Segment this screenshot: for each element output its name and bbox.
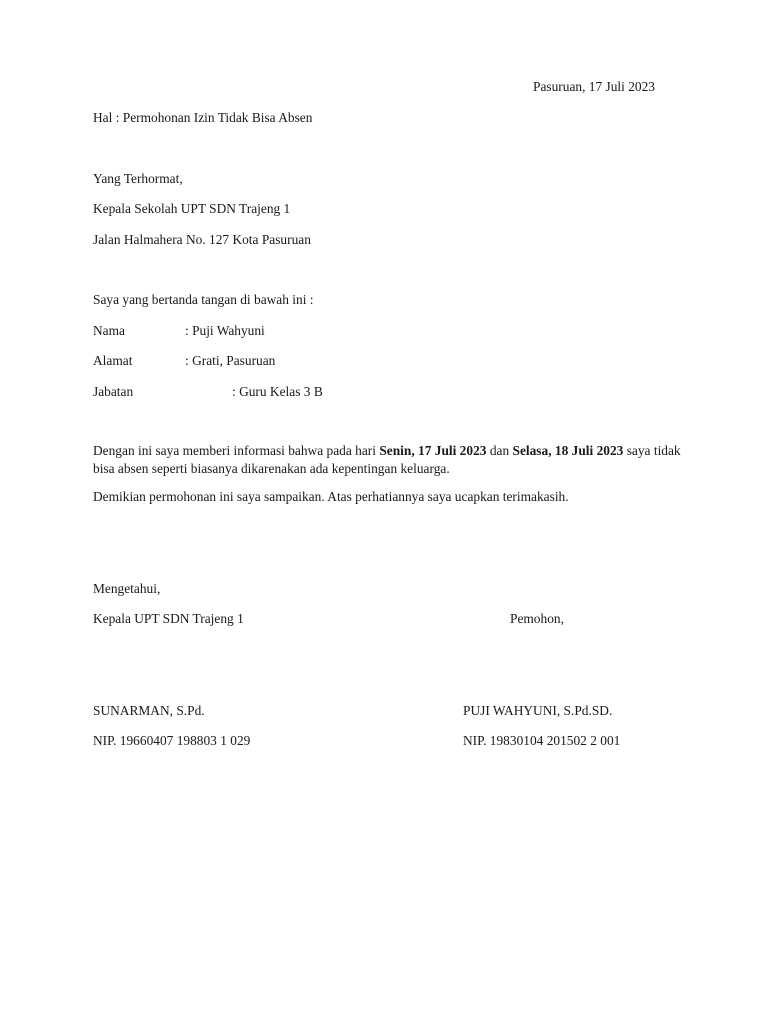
identity-name-label: Nama	[93, 323, 125, 338]
intro-line: Saya yang bertanda tangan di bawah ini :	[93, 292, 314, 307]
body-text-1: Dengan ini saya memberi informasi bahwa pada hari	[93, 443, 380, 458]
body-paragraph	[93, 442, 683, 478]
identity-name-value: : Puji Wahyuni	[185, 323, 265, 338]
letter-subject: Hal : Permohonan Izin Tidak Bisa Absen	[93, 110, 313, 125]
salutation: Yang Terhormat,	[93, 171, 183, 186]
left-signer-name: SUNARMAN, S.Pd.	[93, 703, 205, 718]
identity-address-label: Alamat	[93, 353, 133, 368]
closing-paragraph: Demikian permohonan ini saya sampaikan. Atas perhatiannya saya ucapkan terimakasih.	[93, 489, 569, 504]
identity-position-label: Jabatan	[93, 384, 134, 399]
identity-position-value: : Guru Kelas 3 B	[232, 384, 323, 399]
left-signer-title: Kepala UPT SDN Trajeng 1	[93, 611, 244, 626]
body-date-2: Selasa, 18 Juli 2023	[512, 443, 624, 458]
right-signer-title: Pemohon,	[510, 611, 564, 626]
left-signer-nip: NIP. 19660407 198803 1 029	[93, 733, 251, 748]
recipient-title: Kepala Sekolah UPT SDN Trajeng 1	[93, 201, 291, 216]
identity-address-value: : Grati, Pasuruan	[185, 353, 276, 368]
right-signer-nip: NIP. 19830104 201502 2 001	[463, 733, 621, 748]
body-text-2: dan	[486, 443, 513, 458]
recipient-address: Jalan Halmahera No. 127 Kota Pasuruan	[93, 232, 311, 247]
right-signer-name: PUJI WAHYUNI, S.Pd.SD.	[463, 703, 613, 718]
body-date-1: Senin, 17 Juli 2023	[379, 443, 487, 458]
body-text-3: saya tidak bisa absen seperti biasanya dikarenakan ada kepentingan keluarga.	[93, 443, 681, 476]
acknowledge-label: Mengetahui,	[93, 581, 161, 596]
place-date: Pasuruan, 17 Juli 2023	[533, 79, 655, 94]
